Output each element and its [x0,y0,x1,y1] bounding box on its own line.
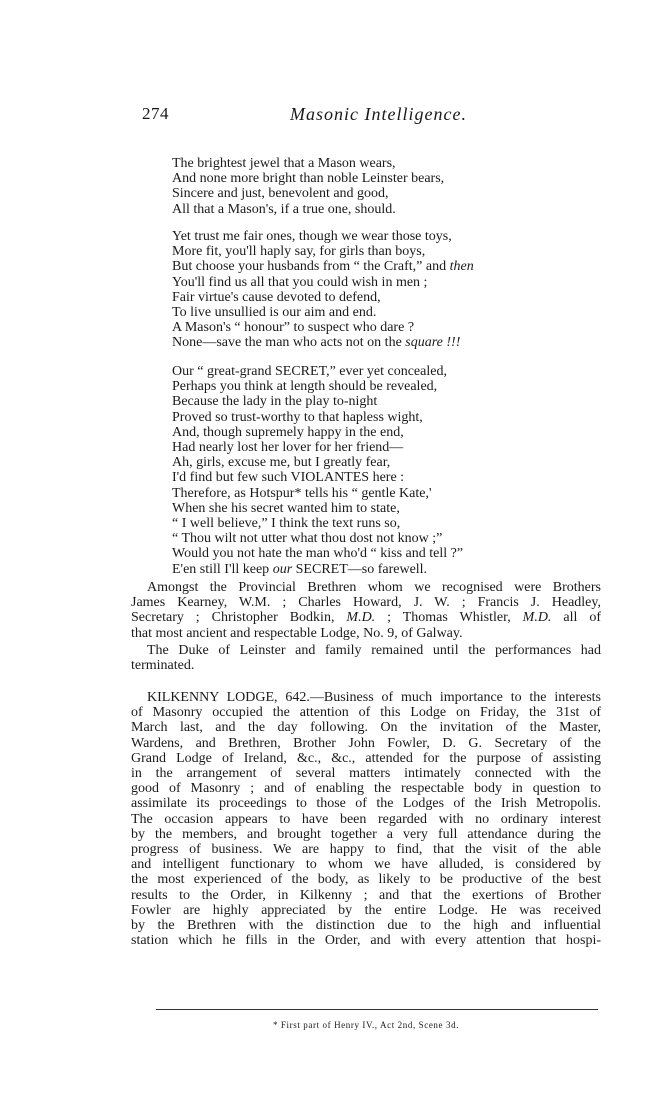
poem-line: “ Thou wilt not utter what thou dost not know ;” [172,531,443,547]
paragraph-provincial-brethren [131,580,601,641]
poem-stanza-2 [172,229,612,351]
poem-line: And, though supremely happy in the end, [172,424,404,440]
text-line: Secretary ; Christopher Bodkin, M.D. ; Thomas Whistler, M.D. all of [131,610,602,626]
poem-line: Had nearly lost her lover for her friend— [172,440,404,456]
poem-line: “ I well believe,” I think the text runs so, [172,516,401,532]
poem-line: Sincere and just, benevolent and good, [172,186,389,202]
poem-line: Fair virtue's cause devoted to defend, [172,289,381,305]
poem-line: More fit, you'll haply say, for girls than boys, [172,244,426,260]
poem-line: You'll find us all that you could wish in men ; [172,274,428,290]
footnote-rule [156,1009,598,1010]
text-line: terminated. [131,658,195,674]
text-line: The Duke of Leinster and family remained until the performances had [147,643,601,658]
poem-line: Proved so trust-worthy to that hapless wight, [172,409,423,425]
text-line: KILKENNY LODGE, 642.—Business of much importance to the interests [147,690,601,705]
text-line: that most ancient and respectable Lodge, No. 9, of Galway. [131,625,463,641]
poem-line: Perhaps you think at length should be revealed, [172,379,438,395]
text-line: good of Masonry ; and of enabling the respectable body in question to [131,781,601,797]
page-header [130,104,600,128]
paragraph-kilkenny-lodge [131,690,601,948]
poem-line: Yet trust me fair ones, though we wear those toys, [172,229,452,244]
poem-line: And none more bright than noble Leinster bears, [172,171,445,187]
poem-line: None—save the man who acts not on the square !!! [172,335,461,351]
text-line: by the Brethren with the distinction due to the high and influential [131,918,601,934]
paragraph-duke-of-leinster [131,643,601,673]
poem-line: Ah, girls, excuse me, but I greatly fear, [172,455,391,471]
text-line: station which he fills in the Order, and with every attention that hospi- [131,933,601,949]
footnote: * First part of Henry IV., Act 2nd, Scene 3d. [272,1020,460,1030]
text-line: progress of business. We are happy to find, that the visit of the able [131,842,601,858]
text-line: James Kearney, W.M. ; Charles Howard, J. W. ; Francis J. Headley, [131,595,601,611]
text-line: by the members, and brought together a very full attendance during the [131,826,601,842]
poem-stanza-1 [172,156,612,217]
poem-stanza-3 [172,364,612,577]
poem-line: To live unsullied is our aim and end. [172,305,377,321]
page-number: 274 [142,104,169,123]
text-line: assimilate its proceedings to those of the Lodges of the Irish Metropolis. [131,796,601,812]
poem-line: All that a Mason's, if a true one, should. [172,201,396,217]
poem-line: The brightest jewel that a Mason wears, [172,156,396,171]
poem-line: A Mason's “ honour” to suspect who dare ? [172,320,415,336]
text-line: The occasion appears to have been regarded with no ordinary interest [131,811,601,827]
poem-line: But choose your husbands from “ the Craft,” and then [172,259,474,275]
text-line: and intelligent functionary to whom we have alluded, is considered by [131,857,601,873]
text-line: the most experienced of the body, as likely to be productive of the best [131,872,601,888]
text-line: of Masonry occupied the attention of this Lodge on Friday, the 31st of [131,705,601,721]
text-line: Amongst the Provincial Brethren whom we recognised were Brothers [147,580,601,595]
text-line: Grand Lodge of Ireland, &c., &c., attended for the purpose of assisting [131,750,601,766]
poem-line: Because the lady in the play to-night [172,394,378,410]
text-line: in the arrangement of several matters intimately connected with the [131,766,601,782]
poem-line: When she his secret wanted him to state, [172,500,400,516]
poem-line: Therefore, as Hotspur* tells his “ gentle Kate,' [172,485,432,501]
running-title: Masonic Intelligence. [290,104,467,124]
poem-line: I'd find but few such VIOLANTES here : [172,470,405,486]
poem-line: Would you not hate the man who'd “ kiss and tell ?” [172,546,464,562]
poem-line: Our “ great-grand SECRET,” ever yet concealed, [172,364,447,379]
text-line: Wardens, and Brethren, Brother John Fowler, D. G. Secretary of the [131,735,601,751]
poem-line: E'en still I'll keep our SECRET—so farewell. [172,561,428,577]
text-line: Fowler are highly appreciated by the entire Lodge. He was received [131,902,601,918]
text-line: March last, and the day following. On the invitation of the Master, [131,720,601,736]
text-line: results to the Order, in Kilkenny ; and that the exertions of Brother [131,887,601,903]
